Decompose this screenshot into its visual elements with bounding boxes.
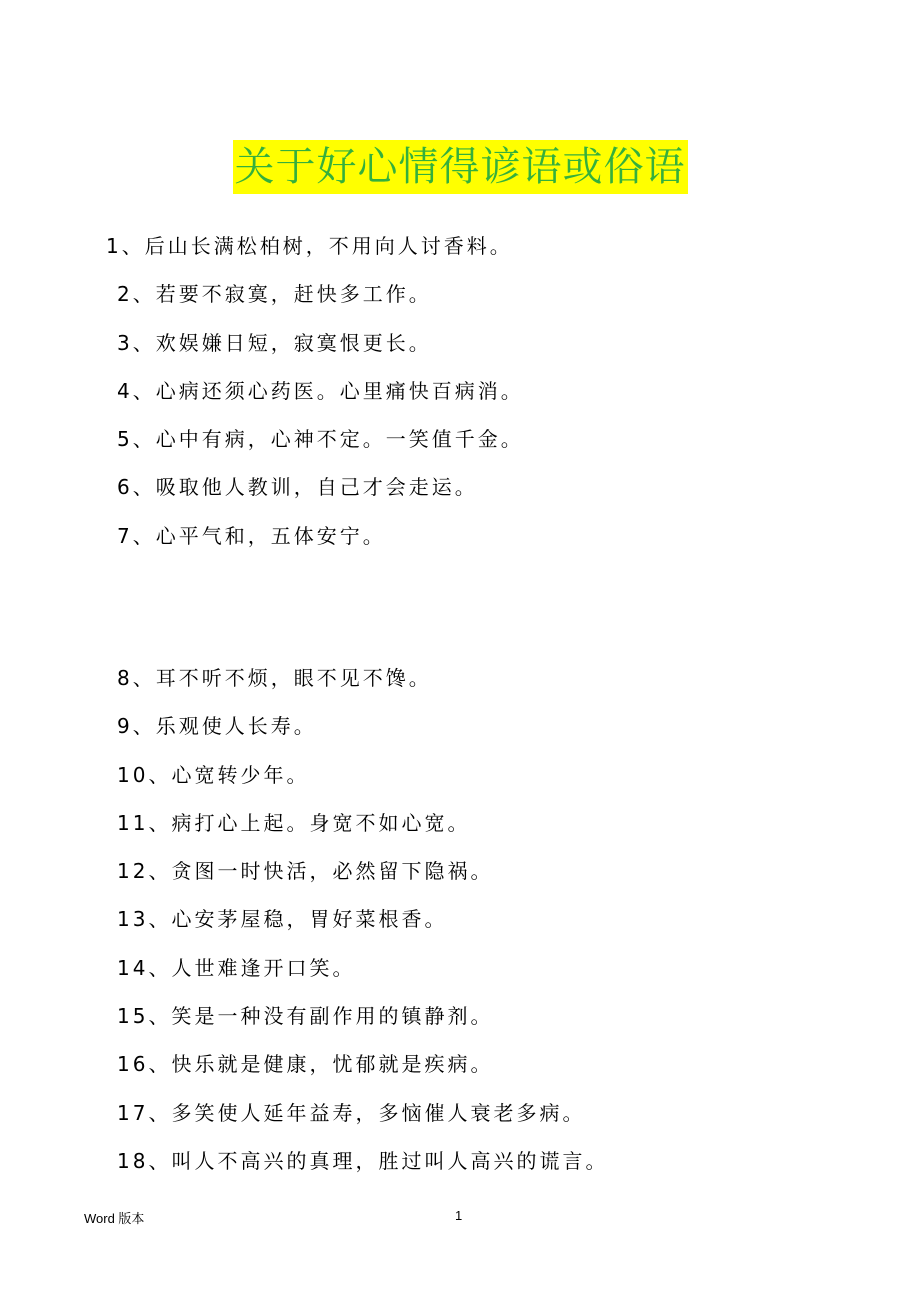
list-item: 17、多笑使人延年益寿，多恼催人衰老多病。 [117, 1100, 586, 1125]
footer-label: Word 版本 [84, 1211, 145, 1226]
list-item: 16、快乐就是健康，忧郁就是疾病。 [117, 1052, 494, 1077]
list-item: 5、心中有病，心神不定。一笑值千金。 [117, 427, 524, 452]
list-item: 13、心安茅屋稳，胃好菜根香。 [117, 907, 448, 932]
proverb-list-2 [0, 658, 920, 1189]
list-item: 4、心病还须心药医。心里痛快百病消。 [117, 378, 524, 403]
list-item: 10、心宽转少年。 [117, 762, 310, 787]
list-item: 3、欢娱嫌日短，寂寞恨更长。 [117, 330, 432, 355]
list-item: 9、乐观使人长寿。 [117, 714, 317, 739]
list-item: 2、若要不寂寞，赶快多工作。 [117, 282, 432, 307]
page-title: 关于好心情得谚语或俗语 [233, 140, 688, 194]
list-item: 18、叫人不高兴的真理，胜过叫人高兴的谎言。 [117, 1148, 609, 1173]
page-number: 1 [455, 1208, 463, 1223]
proverb-list-1 [0, 226, 920, 564]
list-item: 12、贪图一时快活，必然留下隐祸。 [117, 859, 494, 884]
title-container [0, 140, 920, 194]
list-item: 11、病打心上起。身宽不如心宽。 [117, 810, 471, 835]
list-item: 15、笑是一种没有副作用的镇静剂。 [117, 1004, 494, 1029]
list-item: 6、吸取他人教训，自己才会走运。 [117, 475, 478, 500]
list-item: 7、心平气和，五体安宁。 [117, 523, 386, 548]
list-item: 1、后山长满松柏树，不用向人讨香料。 [106, 234, 513, 258]
list-item: 14、人世难逢开口笑。 [117, 955, 356, 980]
list-item: 8、耳不听不烦，眼不见不馋。 [117, 666, 432, 690]
